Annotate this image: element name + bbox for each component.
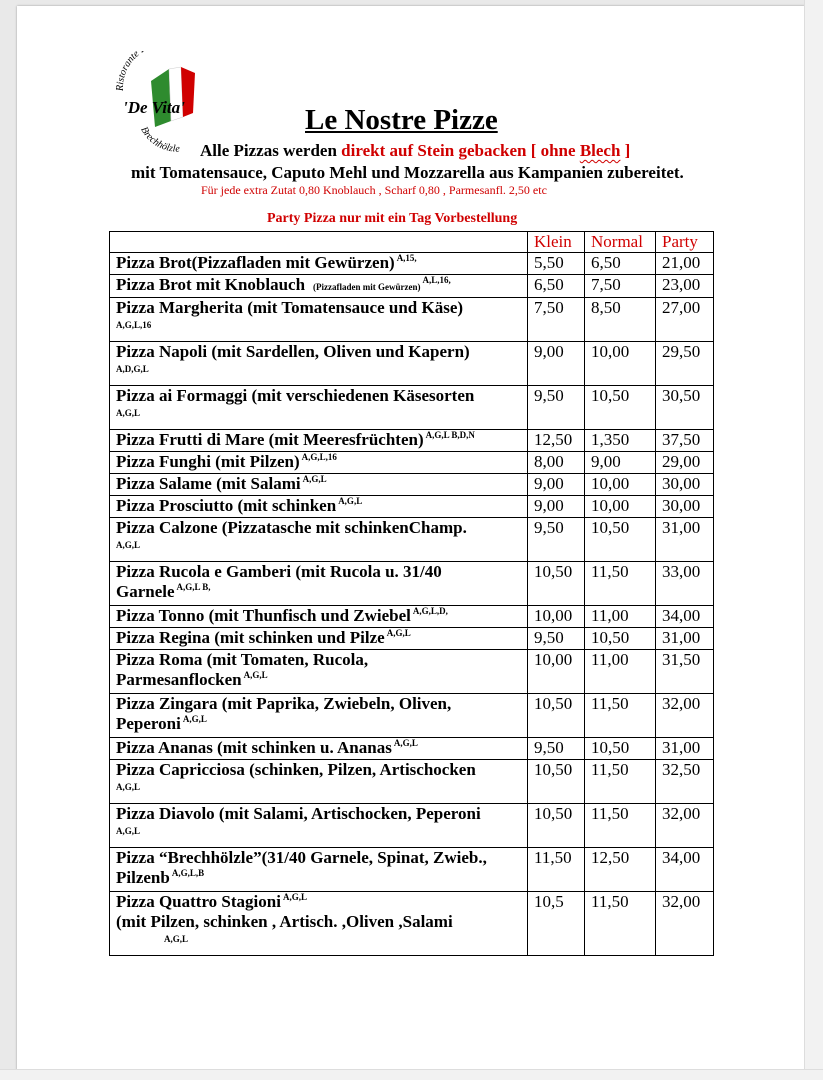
- price-party: 34,00: [656, 606, 714, 628]
- pizza-name: Pizza Tonno (mit Thunfisch und Zwiebel: [116, 606, 411, 625]
- allergen-codes: A,G,L,B: [171, 868, 205, 878]
- price-klein: 9,50: [528, 386, 585, 430]
- pizza-name-cell: [110, 430, 528, 452]
- price-normal: 11,50: [585, 760, 656, 804]
- price-klein: 9,00: [528, 496, 585, 518]
- ingredients-note: mit Tomatensauce, Caputo Mehl und Mozzarella aus Kampanien zubereitet.: [131, 163, 684, 182]
- party-note: Party Pizza nur mit ein Tag Vorbestellung: [267, 211, 518, 226]
- pizza-name-cell: [110, 275, 528, 298]
- pizza-name-cell: [110, 518, 528, 562]
- price-normal: 12,50: [585, 848, 656, 892]
- pizza-name: Pizza “Brechhölzle”(31/40 Garnele, Spinat, Zwieb., Pilzenb: [116, 848, 487, 887]
- pizza-name-cell: [110, 892, 528, 956]
- price-normal: 11,50: [585, 892, 656, 956]
- allergen-codes: A,L,16,: [422, 275, 451, 285]
- table-row: [110, 298, 714, 342]
- price-normal: 11,50: [585, 804, 656, 848]
- pizza-name-cell: [110, 342, 528, 386]
- price-klein: 10,00: [528, 650, 585, 694]
- price-normal: 10,00: [585, 496, 656, 518]
- pizza-name: Pizza Brot mit Knoblauch: [116, 275, 306, 294]
- price-normal: 9,00: [585, 452, 656, 474]
- allergen-codes: A,G,L B,: [176, 582, 211, 592]
- allergen-codes: A,G,L: [116, 408, 141, 418]
- pizza-name: Pizza Margherita (mit Tomatensauce und Käse): [116, 298, 464, 317]
- price-party: 37,50: [656, 430, 714, 452]
- price-klein: 10,50: [528, 694, 585, 738]
- allergen-codes: A,G,L: [164, 934, 189, 944]
- price-party: 30,00: [656, 496, 714, 518]
- table-row: [110, 496, 714, 518]
- price-party: 32,00: [656, 892, 714, 956]
- logo-name: 'De Vita': [123, 98, 185, 117]
- baking-note-red: direkt auf Stein gebacken [ ohne: [341, 141, 580, 160]
- pizza-name: Pizza Capricciosa (schinken, Pilzen, Artischocken: [116, 760, 476, 779]
- price-party: 31,00: [656, 738, 714, 760]
- vertical-scrollbar[interactable]: [804, 0, 823, 1080]
- price-klein: 9,50: [528, 628, 585, 650]
- allergen-codes: A,G,L: [386, 628, 411, 638]
- pizza-name: Pizza Brot(Pizzafladen mit Gewürzen): [116, 253, 395, 272]
- pizza-name-cell: [110, 253, 528, 275]
- pizza-name-cell: [110, 650, 528, 694]
- allergen-codes: A,G,L: [302, 474, 327, 484]
- table-row: [110, 804, 714, 848]
- table-row: [110, 738, 714, 760]
- price-klein: 9,00: [528, 342, 585, 386]
- price-klein: 10,5: [528, 892, 585, 956]
- table-row: [110, 452, 714, 474]
- table-row: [110, 650, 714, 694]
- pizza-name-cell: [110, 562, 528, 606]
- price-party: 23,00: [656, 275, 714, 298]
- pizza-name: Pizza Quattro Stagioni: [116, 892, 281, 911]
- price-normal: 1,350: [585, 430, 656, 452]
- allergen-codes: A,G,L: [338, 496, 363, 506]
- baking-note: [200, 141, 630, 161]
- pizza-name: Pizza Salame (mit Salami: [116, 474, 301, 493]
- horizontal-scrollbar[interactable]: [0, 1069, 823, 1080]
- price-party: 29,50: [656, 342, 714, 386]
- allergen-codes: A,G,L: [116, 540, 141, 550]
- price-party: 32,00: [656, 804, 714, 848]
- pizza-name-cell: [110, 496, 528, 518]
- pizza-menu-table: [109, 231, 714, 956]
- pizza-name: Pizza Regina (mit schinken und Pilze: [116, 628, 385, 647]
- price-klein: 11,50: [528, 848, 585, 892]
- allergen-codes: A,G,L: [393, 738, 418, 748]
- restaurant-logo: [111, 51, 215, 155]
- price-normal: 8,50: [585, 298, 656, 342]
- pizza-name-cell: [110, 606, 528, 628]
- header-name: [110, 232, 528, 253]
- header-party: Party: [656, 232, 714, 253]
- price-party: 33,00: [656, 562, 714, 606]
- table-header-row: [110, 232, 714, 253]
- allergen-codes: A,G,L B,D,N: [425, 430, 475, 440]
- pizza-note: (Pizzafladen mit Gewürzen): [313, 282, 421, 292]
- table-row: [110, 518, 714, 562]
- pizza-name-cell: [110, 760, 528, 804]
- pizza-name-cell: [110, 452, 528, 474]
- allergen-codes: A,G,L,16: [116, 320, 152, 330]
- price-klein: 5,50: [528, 253, 585, 275]
- pizza-name: Pizza Ananas (mit schinken u. Ananas: [116, 738, 392, 757]
- pizza-name: Pizza Zingara (mit Paprika, Zwiebeln, Oliven, Peperoni: [116, 694, 452, 733]
- table-row: [110, 342, 714, 386]
- allergen-codes: A,G,L: [182, 714, 207, 724]
- pizza-name: Pizza Napoli (mit Sardellen, Oliven und Kapern): [116, 342, 470, 361]
- price-klein: 10,50: [528, 760, 585, 804]
- table-row: [110, 386, 714, 430]
- header-klein: Klein: [528, 232, 585, 253]
- price-party: 31,00: [656, 518, 714, 562]
- table-row: [110, 848, 714, 892]
- price-party: 32,00: [656, 694, 714, 738]
- price-party: 34,00: [656, 848, 714, 892]
- pizza-name-cell: [110, 738, 528, 760]
- price-normal: 10,50: [585, 386, 656, 430]
- allergen-codes: A,G,L: [243, 670, 268, 680]
- price-klein: 10,50: [528, 804, 585, 848]
- price-klein: 9,50: [528, 518, 585, 562]
- pizza-name-cell: [110, 694, 528, 738]
- price-normal: 10,00: [585, 342, 656, 386]
- price-party: 30,00: [656, 474, 714, 496]
- price-normal: 10,50: [585, 628, 656, 650]
- pizza-name: Pizza Rucola e Gamberi (mit Rucola u. 31/40 Garnele: [116, 562, 442, 601]
- pizza-name-cell: [110, 628, 528, 650]
- allergen-codes: A,G,L,D,: [412, 606, 448, 616]
- allergen-codes: A,G,L,16: [301, 452, 337, 462]
- price-normal: 11,00: [585, 606, 656, 628]
- allergen-codes: A,15,: [396, 253, 417, 263]
- pizza-name-cell: [110, 386, 528, 430]
- price-normal: 7,50: [585, 275, 656, 298]
- price-party: 21,00: [656, 253, 714, 275]
- page-title: Le Nostre Pizze: [305, 104, 498, 136]
- allergen-codes: A,G,L: [116, 782, 141, 792]
- pizza-name: Pizza Calzone (Pizzatasche mit schinkenChamp.: [116, 518, 467, 537]
- price-normal: 6,50: [585, 253, 656, 275]
- allergen-codes: A,G,L: [282, 892, 307, 902]
- price-normal: 10,50: [585, 738, 656, 760]
- pizza-name-line2: (mit Pilzen, schinken , Artisch. ,Oliven ,Salami: [116, 912, 453, 931]
- baking-note-red-underlined: Blech: [579, 141, 621, 160]
- price-klein: 10,50: [528, 562, 585, 606]
- price-party: 30,50: [656, 386, 714, 430]
- header-normal: Normal: [585, 232, 656, 253]
- price-klein: 7,50: [528, 298, 585, 342]
- baking-note-prefix: Alle Pizzas werden: [200, 141, 342, 160]
- table-row: [110, 694, 714, 738]
- table-row: [110, 562, 714, 606]
- price-klein: 9,00: [528, 474, 585, 496]
- extras-note: Für jede extra Zutat 0,80 Knoblauch , Scharf 0,80 , Parmesanfl. 2,50 etc: [201, 183, 547, 197]
- price-klein: 9,50: [528, 738, 585, 760]
- table-row: [110, 606, 714, 628]
- price-klein: 12,50: [528, 430, 585, 452]
- table-row: [110, 430, 714, 452]
- table-row: [110, 628, 714, 650]
- table-row: [110, 275, 714, 298]
- pizza-name-cell: [110, 474, 528, 496]
- price-normal: 10,50: [585, 518, 656, 562]
- allergen-codes: A,D,G,L: [116, 364, 149, 374]
- logo-graphic: [111, 51, 215, 155]
- price-party: 27,00: [656, 298, 714, 342]
- table-row: [110, 760, 714, 804]
- pizza-name: Pizza Frutti di Mare (mit Meeresfrüchten): [116, 430, 424, 449]
- baking-note-red-end: ]: [620, 141, 631, 160]
- price-normal: 10,00: [585, 474, 656, 496]
- pizza-name: Pizza Prosciutto (mit schinken: [116, 496, 337, 515]
- allergen-codes: A,G,L: [116, 826, 141, 836]
- price-party: 32,50: [656, 760, 714, 804]
- table-row: [110, 474, 714, 496]
- pizza-name: Pizza Funghi (mit Pilzen): [116, 452, 300, 471]
- price-party: 29,00: [656, 452, 714, 474]
- pizza-name: Pizza Roma (mit Tomaten, Rucola, Parmesanflocken: [116, 650, 369, 689]
- price-party: 31,50: [656, 650, 714, 694]
- logo-bottom-text: Brechhölzle: [138, 124, 180, 155]
- pizza-name-cell: [110, 804, 528, 848]
- price-normal: 11,00: [585, 650, 656, 694]
- price-klein: 10,00: [528, 606, 585, 628]
- pizza-name-cell: [110, 298, 528, 342]
- pizza-name: Pizza Diavolo (mit Salami, Artischocken, Peperoni: [116, 804, 481, 823]
- table-row: [110, 253, 714, 275]
- price-party: 31,00: [656, 628, 714, 650]
- menu-body: [110, 253, 714, 956]
- table-row: [110, 892, 714, 956]
- price-normal: 11,50: [585, 562, 656, 606]
- price-klein: 8,00: [528, 452, 585, 474]
- logo-top-text: Ristorante: [114, 51, 142, 92]
- price-normal: 11,50: [585, 694, 656, 738]
- pizza-name-cell: [110, 848, 528, 892]
- price-klein: 6,50: [528, 275, 585, 298]
- pizza-name: Pizza ai Formaggi (mit verschiedenen Käsesorten: [116, 386, 475, 405]
